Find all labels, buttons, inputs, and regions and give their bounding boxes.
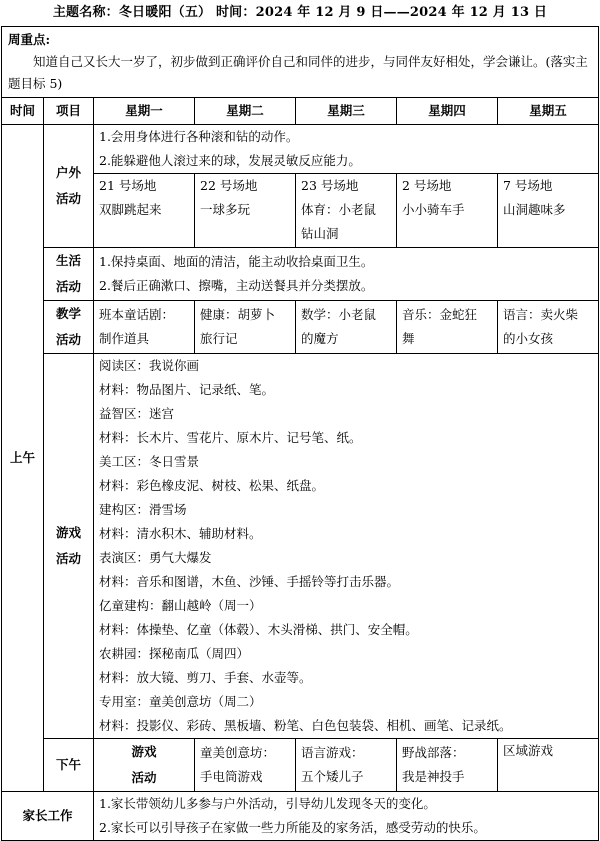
afternoon-tue-l1: 语言游戏： (301, 745, 364, 760)
outdoor-mon (94, 174, 195, 248)
game-line: 材料：长木片、雪花片、原木片、记号笔、纸。 (99, 430, 362, 445)
teaching-label-2: 活动 (55, 332, 81, 347)
life-goal-2: 2.餐后正确漱口、擦嘴，主动送餐具并分类摆放。 (99, 278, 374, 293)
weekly-plan-table (1, 26, 599, 841)
teaching-label (44, 301, 94, 354)
life-goals (94, 248, 599, 301)
col-wednesday: 星期三 (296, 98, 397, 125)
life-label (44, 248, 94, 301)
teaching-tue-l2: 旅行记 (200, 331, 238, 346)
afternoon-mon-l1: 童美创意坊： (200, 745, 276, 760)
game-line: 材料：投影仪、彩砖、黑板墙、粉笔、白色包装袋、相机、画笔、记录纸。 (99, 718, 512, 733)
focus-cell (2, 27, 599, 98)
parents-line-2: 2.家长可以引导孩子在家做一些力所能及的家务活，感受劳动的快乐。 (99, 820, 486, 835)
page-title: 主题名称：冬日暖阳（五） 时间：2024 年 12 月 9 日——2024 年 12 月 13 日 (52, 5, 548, 20)
afternoon-thu (498, 739, 599, 792)
outdoor-mon-venue: 21 号场地 (99, 178, 157, 193)
focus-label: 周重点: (8, 32, 51, 47)
teaching-tue-l1: 健康：胡萝卜 (200, 307, 276, 322)
teaching-wed (296, 301, 397, 354)
header-row (2, 98, 599, 125)
game-line: 材料：清水积木、辅助材料。 (99, 526, 262, 541)
outdoor-fri (498, 174, 599, 248)
teaching-mon-l2: 制作道具 (99, 331, 150, 346)
teaching-wed-l1: 数学：小老鼠 (301, 307, 377, 322)
outdoor-goals (94, 125, 599, 174)
game-label (44, 354, 94, 739)
afternoon-game-label (94, 739, 195, 792)
life-goal-1: 1.保持桌面、地面的清洁，能主动收拾桌面卫生。 (99, 254, 374, 269)
col-item: 项目 (44, 98, 94, 125)
game-line: 材料：体操垫、亿童（体毂）、木头滑梯、拱门、安全帽。 (99, 622, 418, 637)
col-friday: 星期五 (498, 98, 599, 125)
outdoor-thu-venue: 2 号场地 (402, 178, 452, 193)
outdoor-goal-2: 2.能躲避他人滚过来的球，发展灵敏反应能力。 (99, 153, 361, 168)
parents-label: 家长工作 (2, 792, 94, 841)
outdoor-tue-activity: 一球多玩 (200, 202, 251, 217)
outdoor-thu-activity: 小小骑车手 (402, 202, 465, 217)
outdoor-wed-venue: 23 号场地 (301, 178, 359, 193)
outdoor-label-1: 户外 (55, 165, 81, 180)
outdoor-wed-activity: 体育：小老鼠 (301, 202, 377, 217)
outdoor-wed (296, 174, 397, 248)
afternoon-tue (296, 739, 397, 792)
outdoor-mon-activity: 双脚跳起来 (99, 202, 162, 217)
afternoon-thu-l1: 区域游戏 (503, 743, 554, 758)
game-line: 建构区：滑雪场 (99, 502, 187, 517)
game-label-2: 活动 (55, 551, 81, 566)
teaching-label-1: 教学 (55, 306, 81, 321)
afternoon-label: 下午 (44, 739, 94, 792)
afternoon-row (2, 739, 599, 792)
focus-text: 知道自己又长大一岁了，初步做到正确评价自己和同伴的进步，与同伴友好相处，学会谦让。(落实主题目标 5) (8, 54, 588, 91)
outdoor-fri-venue: 7 号场地 (503, 178, 553, 193)
outdoor-wed-activity-cont: 钻山洞 (301, 226, 339, 241)
game-line: 益智区：迷宫 (99, 406, 175, 421)
game-line: 材料：放大镜、剪刀、手套、水壶等。 (99, 670, 312, 685)
teaching-fri (498, 301, 599, 354)
teaching-tue (195, 301, 296, 354)
teaching-mon (94, 301, 195, 354)
outdoor-label-2: 活动 (55, 191, 81, 206)
afternoon-tue-l2: 五个矮儿子 (301, 769, 364, 784)
col-tuesday: 星期二 (195, 98, 296, 125)
col-monday: 星期一 (94, 98, 195, 125)
afternoon-wed (397, 739, 498, 792)
morning-label: 上午 (2, 125, 44, 792)
outdoor-tue-venue: 22 号场地 (200, 178, 258, 193)
outdoor-fri-activity: 山洞趣味多 (503, 202, 566, 217)
teaching-wed-l2: 的魔方 (301, 331, 339, 346)
game-line: 农耕园：探秘南瓜（周四） (99, 646, 250, 661)
col-thursday: 星期四 (397, 98, 498, 125)
outdoor-tue (195, 174, 296, 248)
outdoor-thu (397, 174, 498, 248)
game-line: 美工区：冬日雪景 (99, 454, 200, 469)
parents-row (2, 792, 599, 841)
game-areas (94, 354, 599, 739)
teaching-fri-l2: 的小女孩 (503, 331, 554, 346)
focus-row (2, 27, 599, 98)
game-line: 材料：音乐和图谱，木鱼、沙锤、手摇铃等打击乐器。 (99, 574, 400, 589)
game-line: 表演区：勇气大爆发 (99, 550, 212, 565)
game-line: 材料：彩色橡皮泥、树枝、松果、纸盘。 (99, 478, 325, 493)
life-row (2, 248, 599, 301)
game-label-1: 游戏 (55, 525, 81, 540)
game-line: 亿童建构：翻山越岭（周一） (99, 598, 262, 613)
afternoon-game-label-2: 活动 (131, 770, 157, 785)
outdoor-label (44, 125, 94, 248)
game-row (2, 354, 599, 739)
col-time: 时间 (2, 98, 44, 125)
teaching-thu-l2: 舞 (402, 331, 415, 346)
outdoor-goals-row (2, 125, 599, 174)
parents-content (94, 792, 599, 841)
afternoon-game-label-1: 游戏 (131, 744, 157, 759)
game-line: 阅读区：我说你画 (99, 358, 200, 373)
life-label-2: 活动 (55, 279, 81, 294)
outdoor-goal-1: 1.会用身体进行各种滚和钻的动作。 (99, 129, 299, 144)
afternoon-mon (195, 739, 296, 792)
afternoon-wed-l2: 我是神投手 (402, 769, 465, 784)
game-line: 专用室：童美创意坊（周二） (99, 694, 262, 709)
teaching-row (2, 301, 599, 354)
life-label-1: 生活 (55, 253, 81, 268)
teaching-mon-l1: 班本童话剧： (99, 307, 175, 322)
afternoon-wed-l1: 野战部落： (402, 745, 465, 760)
teaching-thu (397, 301, 498, 354)
teaching-fri-l1: 语言：卖火柴 (503, 307, 579, 322)
afternoon-mon-l2: 手电筒游戏 (200, 769, 263, 784)
teaching-thu-l1: 音乐：金蛇狂 (402, 307, 478, 322)
game-line: 材料：物品图片、记录纸、笔。 (99, 382, 275, 397)
parents-line-1: 1.家长带领幼儿多参与户外活动，引导幼儿发现冬天的变化。 (99, 796, 436, 811)
